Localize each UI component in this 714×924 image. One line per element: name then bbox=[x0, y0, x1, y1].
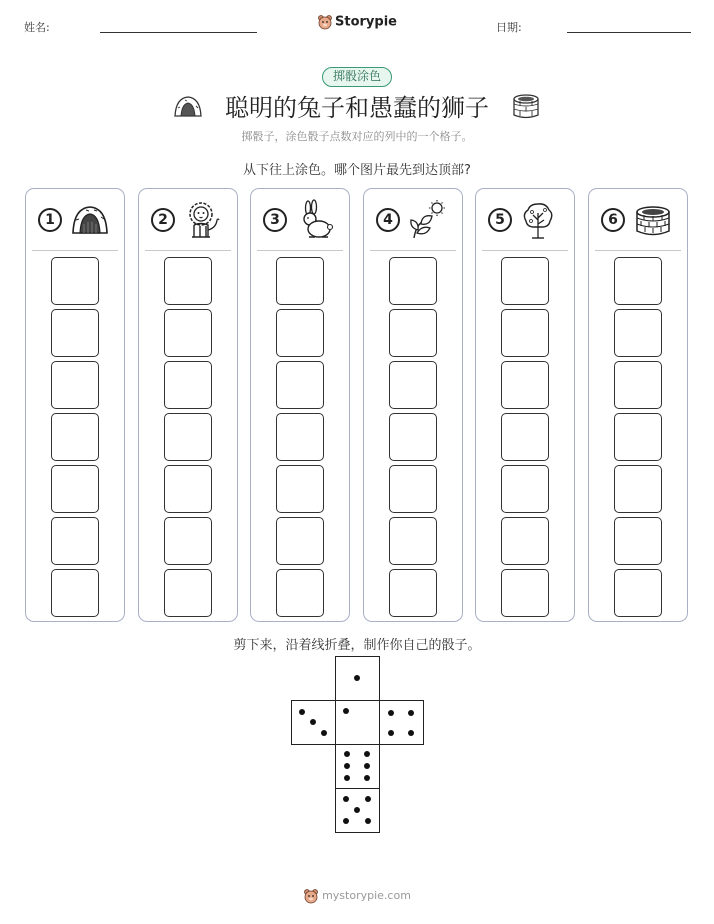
footer bbox=[0, 888, 714, 904]
color-cell[interactable] bbox=[614, 569, 662, 617]
color-cell[interactable] bbox=[164, 413, 212, 461]
lion-icon bbox=[183, 200, 223, 240]
color-cell[interactable] bbox=[501, 309, 549, 357]
column-number: 1 bbox=[38, 208, 62, 232]
color-cell[interactable] bbox=[614, 413, 662, 461]
column-number: 3 bbox=[263, 208, 287, 232]
color-cell[interactable] bbox=[276, 413, 324, 461]
column-divider bbox=[257, 250, 343, 251]
activity-badge: 掷骰涂色 bbox=[322, 67, 392, 87]
cut-instruction: 剪下来，沿着线折叠，制作你自己的骰子。 bbox=[233, 638, 481, 653]
color-cell[interactable] bbox=[614, 361, 662, 409]
pip bbox=[343, 796, 349, 802]
color-cell[interactable] bbox=[501, 569, 549, 617]
color-cell[interactable] bbox=[389, 413, 437, 461]
bear-logo-icon bbox=[317, 14, 333, 30]
color-cell[interactable] bbox=[276, 465, 324, 513]
well-icon bbox=[633, 200, 673, 240]
bear-logo-icon bbox=[303, 888, 319, 904]
color-cell[interactable] bbox=[501, 413, 549, 461]
dice-face-6 bbox=[335, 744, 380, 789]
instruction: 从下往上涂色。哪个图片最先到达顶部? bbox=[243, 163, 471, 178]
color-cell[interactable] bbox=[389, 465, 437, 513]
pip bbox=[343, 818, 349, 824]
color-cell[interactable] bbox=[51, 361, 99, 409]
color-cell[interactable] bbox=[164, 257, 212, 305]
color-cell[interactable] bbox=[51, 517, 99, 565]
pip bbox=[310, 719, 316, 725]
pip bbox=[364, 751, 370, 757]
pip bbox=[364, 775, 370, 781]
color-cell[interactable] bbox=[51, 569, 99, 617]
dice-face-1-center bbox=[335, 700, 380, 745]
well-icon bbox=[511, 94, 541, 120]
column-1 bbox=[25, 188, 125, 622]
pip bbox=[354, 807, 360, 813]
pip bbox=[388, 710, 394, 716]
pip bbox=[299, 709, 305, 715]
column-3 bbox=[250, 188, 350, 622]
column-5 bbox=[475, 188, 575, 622]
color-cell[interactable] bbox=[389, 361, 437, 409]
color-cell[interactable] bbox=[276, 517, 324, 565]
page-title: 聪明的兔子和愚蠢的狮子 bbox=[225, 94, 489, 122]
color-cell[interactable] bbox=[501, 517, 549, 565]
pip bbox=[321, 730, 327, 736]
sun-leaves-icon bbox=[408, 200, 448, 240]
column-4 bbox=[363, 188, 463, 622]
pip bbox=[365, 796, 371, 802]
pip bbox=[388, 730, 394, 736]
column-divider bbox=[595, 250, 681, 251]
pip bbox=[364, 763, 370, 769]
pip bbox=[354, 675, 360, 681]
color-cell[interactable] bbox=[164, 361, 212, 409]
color-cell[interactable] bbox=[614, 465, 662, 513]
subtitle: 掷骰子，涂色骰子点数对应的列中的一个格子。 bbox=[241, 130, 473, 143]
cave-icon bbox=[70, 200, 110, 240]
tree-icon bbox=[520, 200, 560, 240]
color-cell[interactable] bbox=[389, 569, 437, 617]
color-cell[interactable] bbox=[51, 465, 99, 513]
rabbit-icon bbox=[295, 200, 335, 240]
pip bbox=[365, 818, 371, 824]
column-number: 4 bbox=[376, 208, 400, 232]
color-cell[interactable] bbox=[51, 257, 99, 305]
color-cell[interactable] bbox=[51, 309, 99, 357]
color-cell[interactable] bbox=[501, 361, 549, 409]
color-cell[interactable] bbox=[276, 569, 324, 617]
color-cell[interactable] bbox=[389, 309, 437, 357]
column-number: 5 bbox=[488, 208, 512, 232]
brand-name: Storypie bbox=[335, 14, 397, 30]
column-2 bbox=[138, 188, 238, 622]
pip bbox=[344, 763, 350, 769]
column-divider bbox=[482, 250, 568, 251]
color-cell[interactable] bbox=[51, 413, 99, 461]
brand-logo bbox=[0, 14, 714, 30]
color-cell[interactable] bbox=[501, 257, 549, 305]
column-divider bbox=[145, 250, 231, 251]
name-label: 姓名: bbox=[24, 21, 50, 34]
pip bbox=[408, 710, 414, 716]
dice-face-1-top bbox=[335, 656, 380, 701]
color-cell[interactable] bbox=[614, 257, 662, 305]
color-cell[interactable] bbox=[389, 517, 437, 565]
color-cell[interactable] bbox=[276, 309, 324, 357]
dice-face-4 bbox=[379, 700, 424, 745]
date-label: 日期: bbox=[496, 21, 522, 34]
color-cell[interactable] bbox=[276, 257, 324, 305]
dice-face-3 bbox=[291, 700, 336, 745]
pip bbox=[344, 751, 350, 757]
color-cell[interactable] bbox=[614, 517, 662, 565]
color-cell[interactable] bbox=[614, 309, 662, 357]
column-6 bbox=[588, 188, 688, 622]
dice-face-5 bbox=[335, 788, 380, 833]
color-cell[interactable] bbox=[389, 257, 437, 305]
column-divider bbox=[32, 250, 118, 251]
column-divider bbox=[370, 250, 456, 251]
color-cell[interactable] bbox=[164, 465, 212, 513]
pip bbox=[408, 730, 414, 736]
name-line[interactable] bbox=[100, 32, 257, 33]
footer-url[interactable]: mystorypie.com bbox=[322, 889, 411, 902]
color-cell[interactable] bbox=[164, 309, 212, 357]
pip bbox=[344, 775, 350, 781]
color-cell[interactable] bbox=[276, 361, 324, 409]
pip bbox=[343, 708, 349, 714]
color-cell[interactable] bbox=[164, 569, 212, 617]
color-cell[interactable] bbox=[164, 517, 212, 565]
color-cell[interactable] bbox=[501, 465, 549, 513]
date-line[interactable] bbox=[567, 32, 691, 33]
column-number: 6 bbox=[601, 208, 625, 232]
column-number: 2 bbox=[151, 208, 175, 232]
